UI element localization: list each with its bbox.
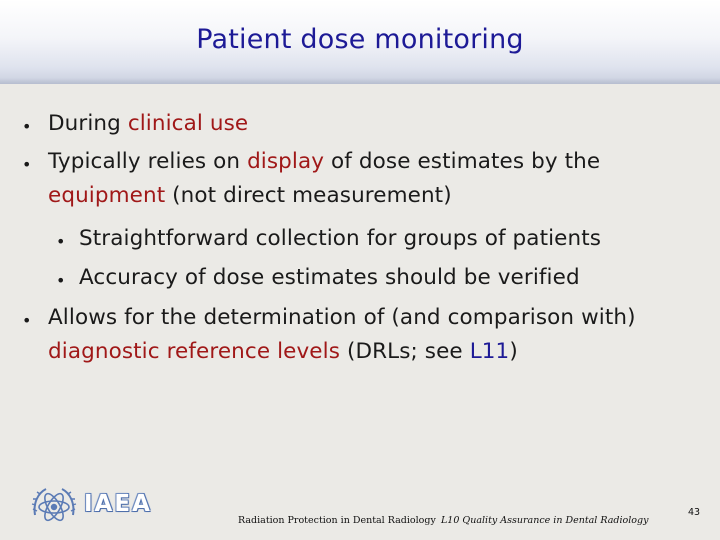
bullet-marker: • (22, 311, 32, 330)
bullet-typically-relies-line2 (48, 183, 452, 208)
bullet-allows-line2 (48, 339, 518, 364)
bullet-marker: • (22, 155, 32, 174)
slide-title: Patient dose monitoring (196, 24, 524, 55)
sub-bullet-straightforward: Straightforward collection for groups of patients (79, 226, 602, 251)
page-number: 43 (688, 507, 701, 518)
footer-course-title: Radiation Protection in Dental Radiology (238, 515, 436, 526)
bullet-typically-relies-line1 (48, 149, 600, 174)
bullet-text: ) (509, 339, 518, 364)
bullet-text: (not direct measurement) (165, 183, 452, 208)
bullet-text: (DRLs; see (340, 339, 470, 364)
sub-bullet-accuracy: Accuracy of dose estimates should be verified (79, 265, 580, 290)
sub-bullet-marker: • (56, 271, 66, 290)
sub-bullet-marker: • (56, 232, 66, 251)
highlight-equipment: equipment (48, 183, 166, 208)
bullet-during-clinical-use (48, 111, 248, 136)
bullet-text: During (48, 111, 128, 136)
footer-lecture-title: L10 Quality Assurance in Dental Radiology (441, 515, 649, 526)
bullet-marker: • (22, 117, 32, 136)
iaea-logo-text: IAEA (84, 491, 152, 517)
highlight-clinical-use: clinical use (127, 111, 249, 136)
bullet-text: Typically relies on (48, 149, 248, 174)
bullet-allows-line1: Allows for the determination of (and comparison with) (48, 305, 636, 330)
highlight-drl: diagnostic reference levels (48, 339, 341, 364)
bullet-text: of dose estimates by the (324, 149, 601, 174)
highlight-display: display (247, 149, 325, 174)
link-l11[interactable]: L11 (469, 339, 510, 364)
